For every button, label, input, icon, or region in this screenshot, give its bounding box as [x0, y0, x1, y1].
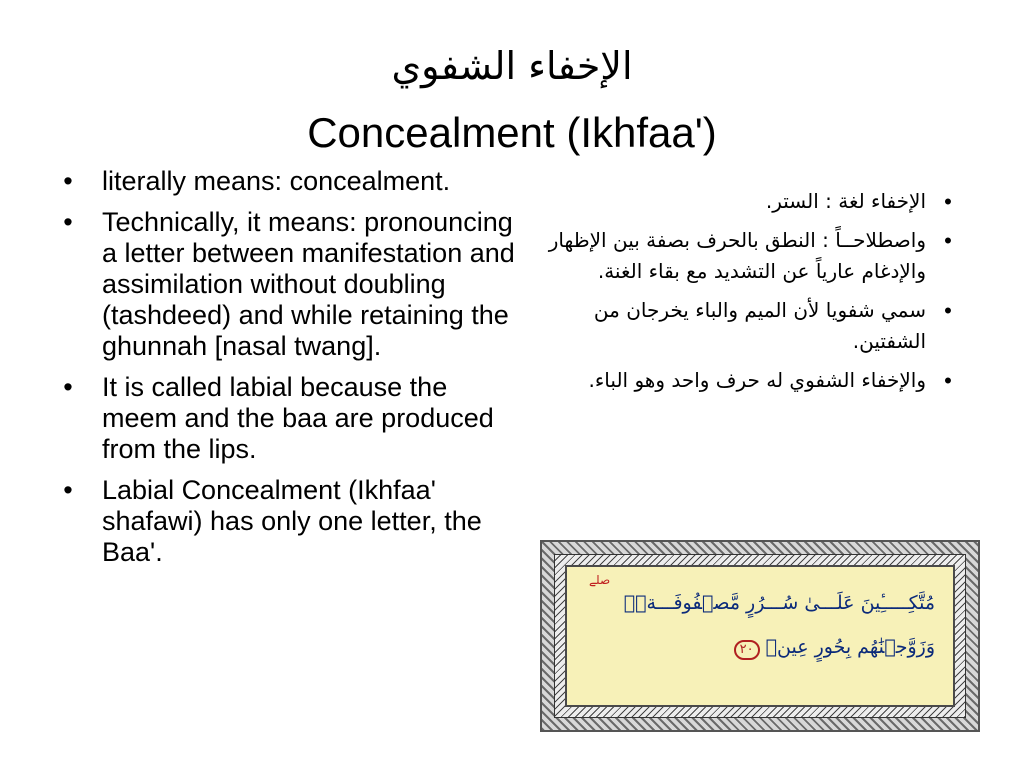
list-item	[58, 475, 528, 568]
english-bullet-list	[58, 166, 528, 578]
list-item	[58, 207, 528, 362]
title-english: Concealment (Ikhfaa')	[307, 109, 717, 156]
ornamental-border	[554, 554, 966, 718]
verse-line-1: مُتَّكِـــــِٔينَ عَلَـــىٰ سُـــرُرٍ مَّصۡفُوفَـــةٖۖ	[623, 592, 935, 614]
list-item	[58, 372, 528, 465]
bullet-icon: •	[63, 207, 73, 237]
bullet-icon: •	[944, 298, 952, 323]
arabic-bullet-list	[516, 186, 956, 404]
list-item	[516, 186, 956, 217]
bullet-text: الإخفاء لغة : الستر.	[765, 189, 926, 213]
bullet-icon: •	[63, 372, 73, 402]
verse-line-2-text: وَزَوَّجۡنَٰهُم بِحُورٍ عِينٖ	[765, 636, 935, 658]
bullet-icon: •	[944, 189, 952, 214]
bullet-text: It is called labial because the meem and the baa are produced from the lips.	[102, 372, 494, 464]
bullet-text: والإخفاء الشفوي له حرف واحد وهو الباء.	[588, 368, 926, 392]
bullet-text: سمي شفويا لأن الميم والباء يخرجان من الشفتين.	[593, 298, 926, 353]
verse-panel	[565, 565, 955, 707]
title-arabic: الإخفاء الشفوي	[391, 44, 633, 88]
verse-line-2	[575, 633, 935, 661]
list-item	[516, 225, 956, 287]
bullet-icon: •	[944, 368, 952, 393]
bullet-text: واصطلاحــاً : النطق بالحرف بصفة بين الإظهار والإدغام عارياً عن التشديد مع بقاء الغنة.	[548, 228, 926, 283]
bullet-text: Technically, it means: pronouncing a letter between manifestation and assimilation without doubling (tashdeed) and while retaining the ghunnah [nasal twang].	[102, 207, 515, 361]
verse-number-badge: ٢٠	[734, 640, 760, 660]
list-item	[516, 365, 956, 396]
bullet-icon: •	[944, 228, 952, 253]
quran-verse-image	[540, 540, 980, 732]
bullet-text: literally means: concealment.	[102, 166, 451, 196]
list-item	[516, 295, 956, 357]
list-item	[58, 166, 528, 197]
pause-mark: صلے	[589, 573, 611, 587]
bullet-icon: •	[63, 475, 73, 505]
bullet-icon: •	[63, 166, 73, 196]
bullet-text: Labial Concealment (Ikhfaa' shafawi) has only one letter, the Baa'.	[102, 475, 482, 567]
